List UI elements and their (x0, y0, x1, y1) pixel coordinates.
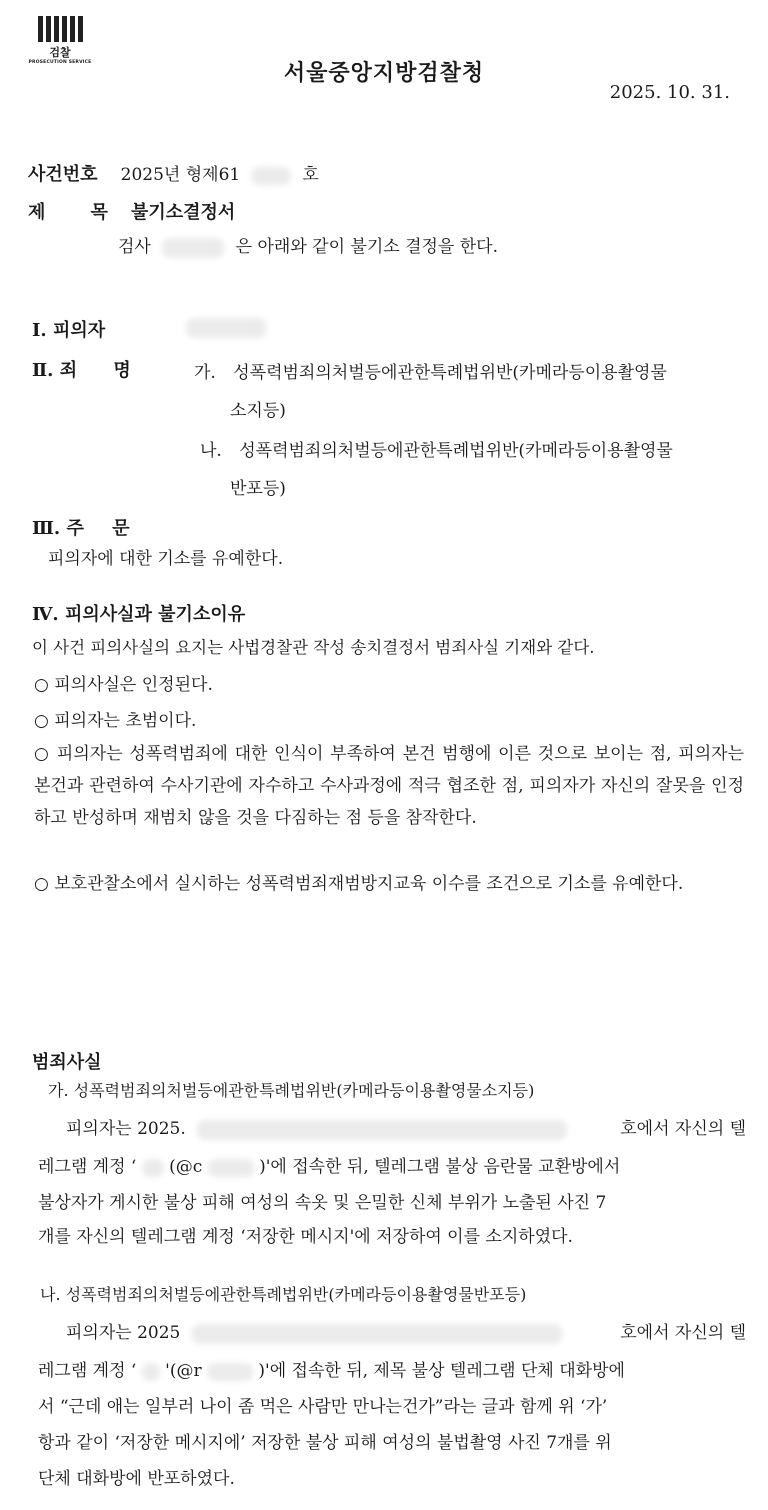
charge-b-marker: 나. (200, 441, 222, 461)
title-row (28, 198, 235, 224)
intro-prefix: 검사 (118, 237, 151, 257)
fact-b-line3: 서 “근데 애는 일부러 나이 좀 먹은 사람만 만나는건가”라는 글과 함께 위 ‘가’ (38, 1397, 608, 1417)
charge-a-line2: 소지등) (230, 401, 286, 421)
title-label-a: 제 (28, 202, 46, 223)
fact-b-l1-start: 피의자는 2025 (66, 1323, 181, 1343)
section-2-label-a: Ⅱ. 죄 (32, 360, 78, 381)
fact-a-l1-end: 호에서 자신의 텔 (620, 1119, 746, 1139)
redaction (186, 318, 266, 338)
fact-b-l2-mid: '(@r (165, 1361, 202, 1381)
fact-a-l2-start: 레그램 계정 ‘ (38, 1157, 137, 1177)
section-3-label-b: 문 (112, 518, 130, 539)
fact-a-l2-mid: (@c (169, 1157, 203, 1177)
section-4-label: Ⅳ. 피의사실과 불기소이유 (32, 604, 246, 625)
section-4-lead: 이 사건 피의사실의 요지는 사법경찰관 작성 송치결정서 범죄사실 기재와 같다. (32, 638, 595, 657)
fact-b-l2-end: )'에 접속한 뒤, 제목 불상 텔레그램 단체 대화방에 (258, 1361, 625, 1381)
section-3-body: 피의자에 대한 기소를 유예한다. (48, 549, 284, 569)
facts-label: 범죄사실 (32, 1052, 102, 1073)
case-number-row (28, 160, 319, 186)
office-title: 서울중앙지방검찰청 (283, 60, 485, 86)
fact-a-line2 (38, 1152, 620, 1177)
redaction (197, 1120, 567, 1140)
document-date: 2025. 10. 31. (609, 82, 730, 103)
fact-a-line3: 불상자가 게시한 불상 피해 여성의 속옷 및 은밀한 신체 부위가 노출된 사진 7 (38, 1193, 607, 1213)
redaction (208, 1159, 254, 1177)
fact-b-heading: 나. 성폭력범죄의처벌등에관한특례법위반(카메라등이용촬영물반포등) (40, 1285, 527, 1304)
charge-a-marker: 가. (194, 363, 216, 383)
bullet-1: ○ 피의사실은 인정된다. (34, 675, 213, 695)
fact-a-line1 (66, 1114, 746, 1140)
fact-b-l2-start: 레그램 계정 ‘ (38, 1361, 137, 1381)
title-value: 불기소결정서 (130, 202, 236, 223)
fact-b-line1 (66, 1318, 746, 1344)
charge-b-line1 (200, 436, 673, 461)
case-number-suffix: 호 (302, 165, 319, 185)
logo-bars-icon (28, 16, 92, 42)
bullet-3: ○ 피의자는 성폭력범죄에 대한 인식이 부족하여 본건 범행에 이른 것으로 보이는 점, 피의자는 본건과 관련하여 수사기관에 자수하고 수사과정에 적극 협조한 점, 피의자가 자신의 잘못을 인정하고 반성하며 재범치 않을 것을 다짐하는 점 등을 참작한다. (34, 744, 744, 828)
fact-b-line4: 항과 같이 ‘저장한 메시지에’ 저장한 불상 피해 여성의 불법촬영 사진 7개를 위 (38, 1433, 612, 1453)
section-1-label: Ⅰ. 피의자 (32, 320, 106, 341)
redaction (251, 167, 291, 185)
section-3-label-a: Ⅲ. 주 (32, 518, 84, 539)
charge-b-text: 성폭력범죄의처벌등에관한특례법위반(카메라등이용촬영물 (239, 441, 673, 461)
bullet-4: ○ 보호관찰소에서 실시하는 성폭력범죄재범방지교육 이수를 조건으로 기소를 유예한다. (34, 874, 684, 894)
section-2-label-b: 명 (113, 360, 131, 381)
section-2-label (32, 356, 131, 382)
bullet-2: ○ 피의자는 초범이다. (34, 711, 197, 731)
case-number-value: 2025년 형제61 (120, 165, 241, 185)
case-number-label: 사건번호 (28, 164, 98, 185)
redaction (142, 1363, 160, 1381)
fact-a-l2-end: )'에 접속한 뒤, 텔레그램 불상 음란물 교환방에서 (259, 1157, 621, 1177)
fact-b-line5: 단체 대화방에 반포하였다. (38, 1469, 235, 1489)
redaction (142, 1159, 164, 1177)
charge-a-line1 (194, 358, 667, 383)
intro-line (118, 232, 498, 258)
fact-a-l1-start: 피의자는 2025. (66, 1119, 186, 1139)
intro-rest: 은 아래와 같이 불기소 결정을 한다. (235, 237, 499, 257)
fact-a-line4: 개를 자신의 텔레그램 계정 ‘저장한 메시지'에 저장하여 이를 소지하였다. (38, 1227, 573, 1247)
title-label-b: 목 (90, 202, 108, 223)
fact-b-line2 (38, 1356, 625, 1381)
redaction (192, 1324, 562, 1344)
charge-b-line2: 반포등) (230, 479, 286, 499)
redaction (207, 1363, 253, 1381)
fact-a-heading: 가. 성폭력범죄의처벌등에관한특례법위반(카메라등이용촬영물소지등) (48, 1081, 535, 1100)
logo-text-ko: 검찰 (49, 46, 71, 59)
redaction (162, 238, 224, 258)
logo-text-en: PROSECUTION SERVICE (28, 60, 92, 65)
charge-a-text: 성폭력범죄의처벌등에관한특례법위반(카메라등이용촬영물 (233, 363, 667, 383)
section-3-label (32, 514, 130, 540)
fact-b-l1-end: 호에서 자신의 텔 (620, 1323, 746, 1343)
